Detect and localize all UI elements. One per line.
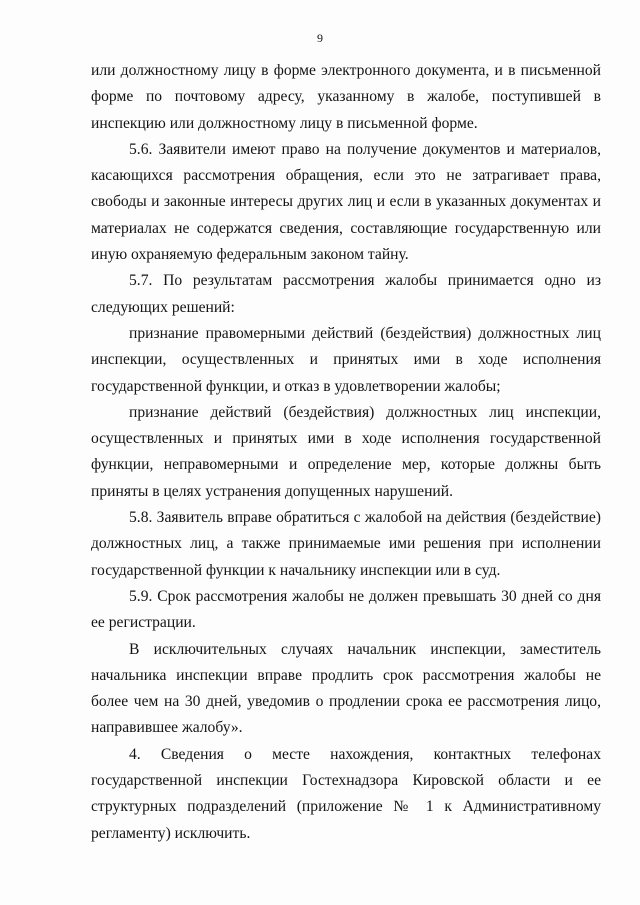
document-body [91,58,601,847]
paragraph-5-6: 5.6. Заявители имеют право на получение документов и материалов, касающихся рассмотрения обращения, если это не затрагивает права, свободы и законные интересы других лиц и если в указанных документах и материалах не содержатся сведения, составляющие государственную или иную охраняемую федеральным законом тайну. [91,140,601,264]
paragraph-5-9: 5.9. Срок рассмотрения жалобы не должен превышать 30 дней со дня ее регистрации. [91,587,601,632]
paragraph-item-4: 4. Сведения о месте нахождения, контактных телефонах государственной инспекции Гостехнадзора Кировской области и ее структурных подразделений (приложение № 1 к Административному регламенту) исключить. [91,745,601,842]
paragraph-exceptional-cases: В исключительных случаях начальник инспекции, заместитель начальника инспекции вправе продлить срок рассмотрения жалобы не более чем на 30 дней, уведомив о продлении срока ее рассмотрения лицо, направившее жалобу». [91,640,601,737]
paragraph-decision-1: признание правомерными действий (бездействия) должностных лиц инспекции, осуществленных и принятых ими в ходе исполнения государственной функции, и отказ в удовлетворении жалобы; [91,324,601,395]
paragraph-decision-2: признание действий (бездействия) должностных лиц инспекции, осуществленных и принятых ими в ходе исполнения государственной функции, неправомерными и определение мер, которые должны быть приняты в целях устранения допущенных нарушений. [91,403,601,500]
paragraph-5-7: 5.7. По результатам рассмотрения жалобы принимается одно из следующих решений: [91,272,601,316]
paragraph-continuation: или должностному лицу в форме электронного документа, и в письменной форме по почтовому адресу, указанному в жалобе, поступившей в инспекцию или должностному лицу в письменной форме. [91,62,601,132]
page-number: 9 [317,31,323,45]
paragraph-5-8: 5.8. Заявитель вправе обратиться с жалобой на действия (бездействие) должностных лиц, а также принимаемые ими решения при исполнении государственной функции к начальнику инспекции или в суд. [91,509,601,579]
